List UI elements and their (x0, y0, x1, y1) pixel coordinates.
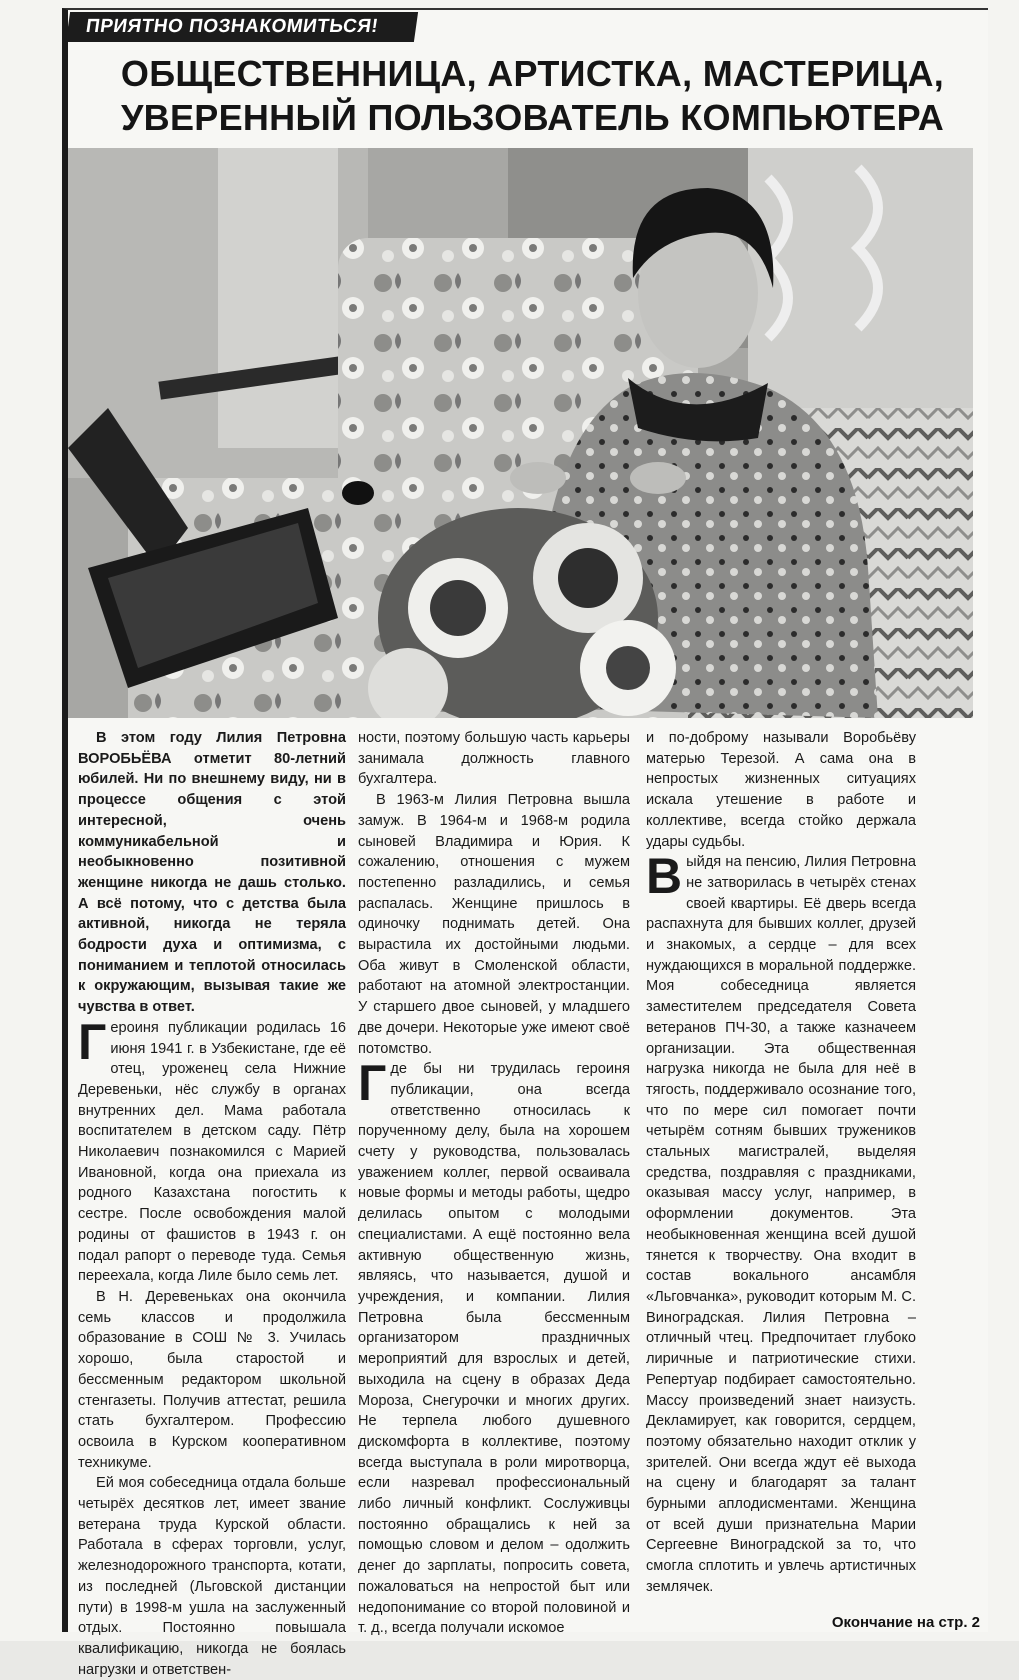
article-paragraph: Героиня публикации родилась 16 июня 1941 г. в Узбекистане, где её отец, уроженец села Нижние Деревеньки, нёс службу в органах внутренних дел. Мама работала воспитателем в детском саду. Пётр Николаевич познакомился с Марией Ивановной, когда она приехала из родного Казахстана погостить к сестре. После освобождения малой родины от фашистов в 1943 г. он подал рапорт о переводе туда. Семья переехала, когда Лиле было семь лет. (78, 1013, 346, 1285)
article-paragraph: ности, поэтому большую часть карьеры занимала должность главного бухгалтера. (358, 730, 630, 788)
headline-line-1: ОБЩЕСТВЕННИЦА, АРТИСТКА, МАСТЕРИЦА, (120, 53, 945, 94)
article-paragraph: и по-доброму называли Воробьёву матерью Терезой. А сама она в непростых жизненных ситуациях искала утешение в работе и коллективе, всегда стойко держала удары судьбы. (646, 730, 916, 850)
photo-illustration (68, 148, 973, 718)
article-column-3 (646, 728, 916, 1598)
headline-line-2: УВЕРЕННЫЙ ПОЛЬЗОВАТЕЛЬ КОМПЬЮТЕРА (120, 97, 945, 138)
article-paragraph: В Н. Деревеньках она окончила семь классов и продолжила образование в СОШ № 3. Училась хорошо, была старостой и бессменным редактором школьной стенгазеты. Получив аттестат, решила стать бухгалтером. Профессию освоила в Курском кооперативном техникуме. (78, 1288, 346, 1471)
drop-cap: В (646, 848, 683, 905)
article-paragraph: В 1963-м Лилия Петровна вышла замуж. В 1964-м и 1968-м родила сыновей Владимира и Юрия. К сожалению, отношения с мужем постепенно разладились, и семья распалась. Женщине пришлось в одиночку поднимать детей. Она вырастила их достойными людьми. Оба живут в Смоленской области, работают на атомной электростанции. У старшего двое сыновей, у младшего две дочери. Некоторые уже имеют своё потомство. (358, 792, 630, 1057)
article-paragraph: Выйдя на пенсию, Лилия Петровна не затворилась в четырёх стенах своей квартиры. Её дверь всегда распахнута для бывших коллег, друзей и знакомых, а сердце – для всех нуждающихся в моральной поддержке. Моя собеседница является заместителем председателя Совета ветеранов ПЧ-30, а также казначеем организации. Эта общественная нагрузка никогда не была для неё в тягость, поддерживало осознание того, что по мере сил помогает почти четырём сотням бывших тружеников стальных магистралей, выделяя средства, поздравляя с праздниками, оказывая массу услуг, например, в оформлении документов. Эта необыкновенная женщина всей душой тянется к творчеству. Она входит в состав вокального ансамбля «Льговчанка», руководит которым М. С. Виноградская. Лилия Петровна – отличный чтец. Предпочитает глубоко лиричные и патриотические стихи. Репертуар подбирает самостоятельно. Массу произведений знает наизусть. Декламирует, как говорится, сердцем, поэтому обязательно находит отклик у зрителей. Они всегда ждут её выхода на сцену и благодарят за талант бурными аплодисментами. Женщина от всей души признательна Марии Сергеевне Виноградской за то, что смогла сплотить и увлечь артистичных землячек. (646, 848, 916, 1595)
article-paragraph: Ей моя собеседница отдала больше четырёх десятков лет, имеет звание ветерана труда Курской области. Работала в сферах торговли, услуг, железнодорожного транспорта, котати, из последней (Льговской дистанции пути) в 1998-м ушла на заслуженный отдых. Постоянно повышала квалификацию, никогда не боялась нагрузки и ответствен- (78, 1475, 346, 1678)
article-paragraph: Где бы ни трудилась героиня публикации, она всегда ответственно относилась к порученному делу, была на хорошем счету у руководства, пользовалась уважением коллег, первой осваивала новые формы и методы работы, щедро делилась опытом с молодыми специалистами. А ещё постоянно вела активную общественную жизнь, являясь, что называется, душой и учреждения, и компании. Лилия Петровна была бессменным организатором праздничных мероприятий для взрослых и детей, выходила на сцену в образах Деда Мороза, Снегурочки и многих других. Не терпела любого душевного дискомфорта в коллективе, поэтому всегда выступала в роли миротворца, если назревал профессиональный либо личный конфликт. Сослуживцы постоянно обращались к ней за помощью словом и делом – одолжить денег до зарплаты, попросить совета, пожаловаться на непростой быт или недопонимание со второй половиной и т. д., всегда получали искомое (358, 1055, 630, 1637)
drop-cap: Г (78, 1013, 107, 1070)
section-rubric: ПРИЯТНО ПОЗНАКОМИТЬСЯ! (66, 12, 418, 42)
article-photo (68, 148, 973, 718)
drop-cap: Г (358, 1055, 387, 1112)
article-lead: В этом году Лилия Петровна ВОРОБЬЁВА отметит 80-летний юбилей. Ни по внешнему виду, ни в процессе общения с этой интересной, очень коммуникабельной и необыкновенно позитивной женщине никогда не дашь столько. А всё потому, что с детства была активной, никогда не теряла бодрости духа и оптимизма, с пониманием и теплотой относилась к окружающим, вызывая такие же чувства в ответ. (78, 730, 346, 1016)
continued-on-page: Окончание на стр. 2 (831, 1614, 980, 1631)
article-column-2 (358, 728, 630, 1639)
article-column-1 (78, 728, 346, 1680)
article-headline (90, 52, 975, 140)
